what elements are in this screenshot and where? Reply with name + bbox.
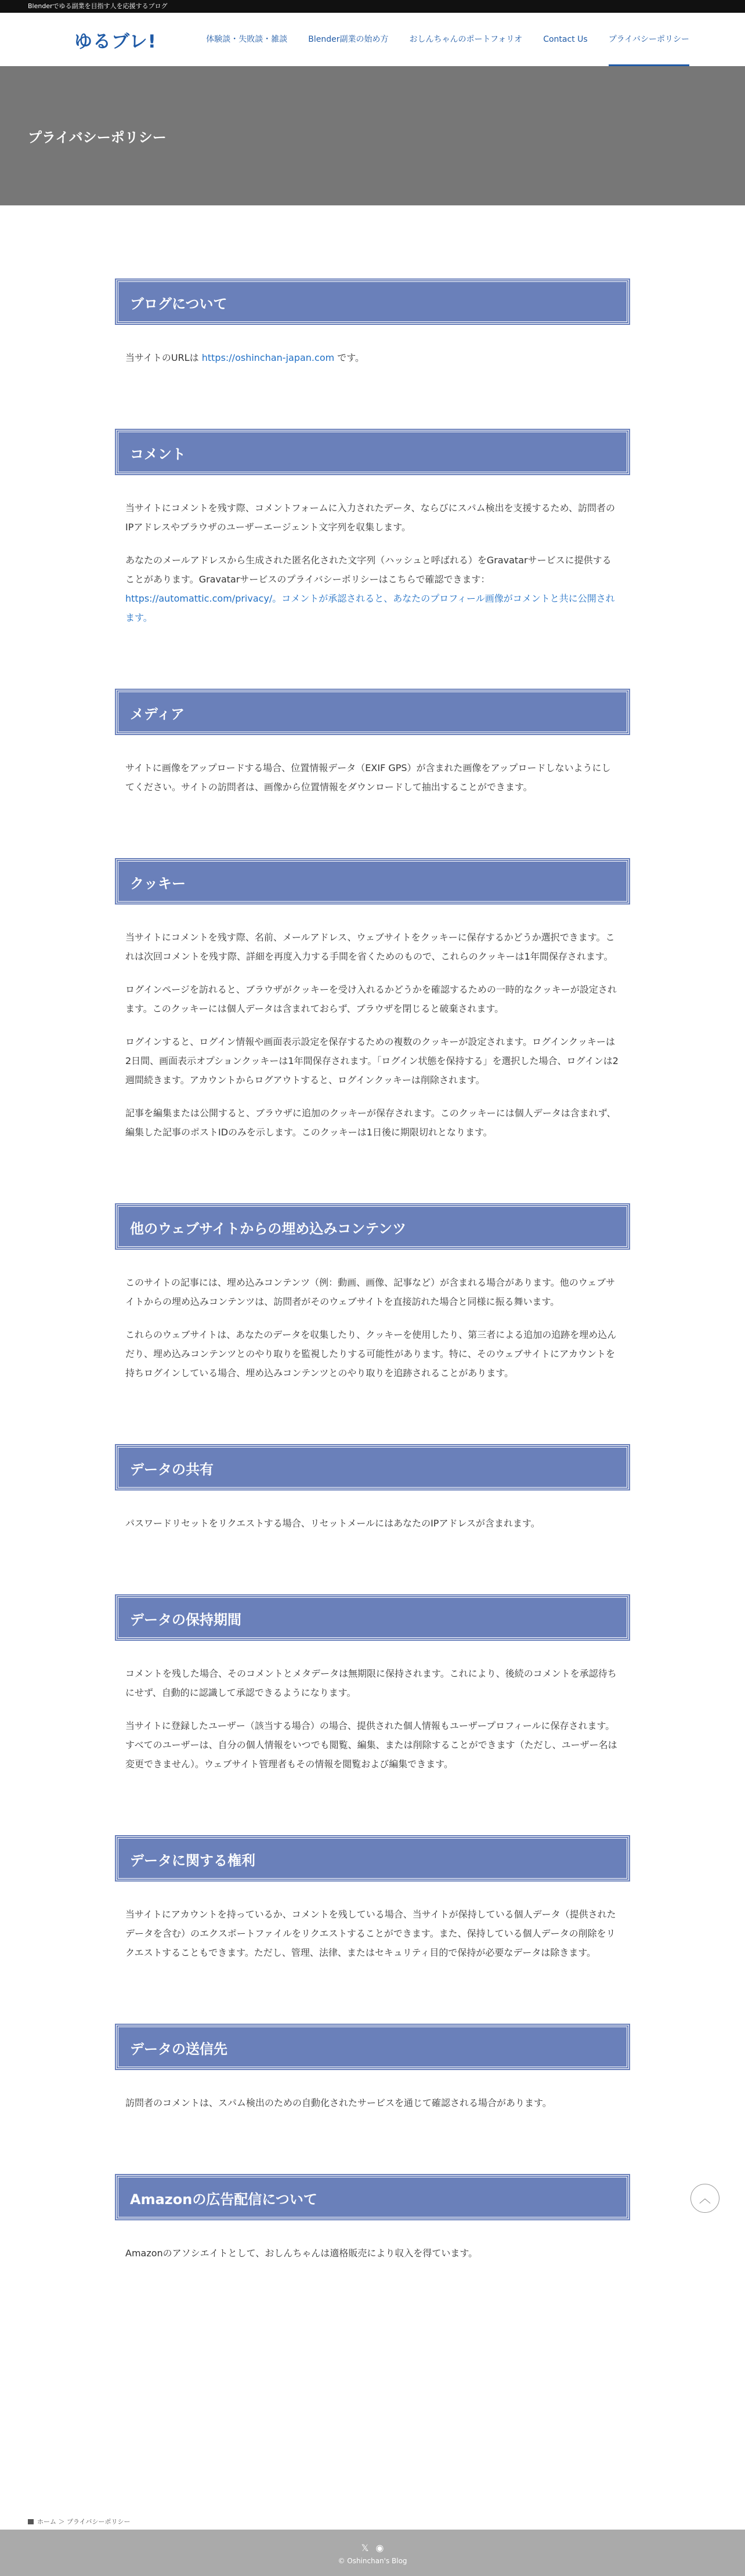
- section-heading: クッキー: [116, 859, 629, 903]
- section-heading: コメント: [116, 430, 629, 474]
- nav-item-blender-start[interactable]: Blender副業の始め方: [308, 35, 389, 44]
- social-icons: [0, 2530, 745, 2553]
- section-data-sharing: [116, 1445, 629, 1533]
- section-data-destination: [116, 2025, 629, 2112]
- section-media: [116, 690, 629, 797]
- rss-icon[interactable]: ◉: [375, 2542, 384, 2553]
- section-data-retention: [116, 1595, 629, 1774]
- section-text: ログインページを訪れると、ブラウザがクッキーを受け入れるかどうかを確認するための一時的なクッキーが設定されます。このクッキーには個人データは含まれておらず、ブラウザを閉じると破棄されます。: [125, 984, 617, 1014]
- section-text: ログインすると、ログイン情報や画面表示設定を保存するための複数のクッキーが設定されます。ログインクッキーは2日間、画面表示オプションクッキーは1年間保存されます。「ログイン状態を保持する」を選択した場合、ログインは2週間続きます。アカウントからログアウトすると、ログインクッキーは削除されます。: [125, 1036, 619, 1086]
- section-heading: ブログについて: [116, 280, 629, 324]
- section-text: 訪問者のコメントは、スパム検出のための自動化されたサービスを通じて確認される場合があります。: [125, 2097, 552, 2108]
- home-icon: [28, 2519, 34, 2524]
- breadcrumb-separator: ＞: [58, 2518, 67, 2526]
- section-text: 当サイトにコメントを残す際、名前、メールアドレス、ウェブサイトをクッキーに保存するかどうか選択できます。これは次回コメントを残す際、詳細を再度入力する手間を省くためのもので、これらのクッキーは1年間保存されます。: [125, 932, 615, 962]
- page-title-bar: [0, 66, 745, 205]
- nav-item-contact[interactable]: Contact Us: [543, 35, 588, 44]
- site-footer: [0, 2530, 745, 2576]
- section-text: サイトに画像をアップロードする場合、位置情報データ（EXIF GPS）が含まれた画像をアップロードしないようにしてください。サイトの訪問者は、画像から位置情報をダウンロードして抽出することができます。: [125, 762, 611, 793]
- site-tagline: Blenderでゆる副業を目指す人を応援するブログ: [0, 0, 745, 13]
- site-url-link[interactable]: https://oshinchan-japan.com: [201, 352, 335, 363]
- section-heading: データの送信先: [116, 2025, 629, 2069]
- section-text: このサイトの記事には、埋め込みコンテンツ（例：動画、画像、記事など）が含まれる場合があります。他のウェブサイトからの埋め込みコンテンツは、訪問者がそのウェブサイトを直接訪れた場合と同様に振る舞います。: [125, 1277, 616, 1307]
- section-text: コメントを残した場合、そのコメントとメタデータは無期限に保持されます。これにより、後続のコメントを承認待ちにせず、自動的に認識して承認できるようになります。: [125, 1668, 617, 1698]
- site-header: [0, 13, 745, 66]
- section-heading: 他のウェブサイトからの埋め込みコンテンツ: [116, 1204, 629, 1249]
- main-content: [116, 205, 629, 2263]
- section-about-blog: [116, 280, 629, 367]
- x-icon[interactable]: 𝕏: [361, 2542, 369, 2553]
- site-logo[interactable]: ゆるブレ!: [74, 31, 157, 52]
- nav-item-portfolio[interactable]: おしんちゃんのポートフォリオ: [409, 35, 523, 44]
- section-heading: Amazonの広告配信について: [116, 2175, 629, 2219]
- text-before-link: 当サイトのURLは: [125, 352, 202, 363]
- section-text: [125, 551, 620, 627]
- section-heading: メディア: [116, 690, 629, 734]
- copyright: © Oshinchan's Blog: [338, 2557, 407, 2565]
- section-amazon-ads: [116, 2175, 629, 2263]
- chevron-up-icon[interactable]: ︿: [690, 2184, 719, 2213]
- section-text: これらのウェブサイトは、あなたのデータを収集したり、クッキーを使用したり、第三者による追加の追跡を埋め込んだり、埋め込みコンテンツとのやり取りを監視したりする可能性があります。特に、そのウェブサイトにアカウントを持ちログインしている場合、埋め込みコンテンツとのやり取りを追跡されることがあります。: [125, 1329, 617, 1379]
- section-comments: [116, 430, 629, 627]
- breadcrumb-home[interactable]: ホーム: [37, 2518, 56, 2526]
- gravatar-privacy-link[interactable]: https://automattic.com/privacy/。コメントが承認されると、あなたのプロフィール画像がコメントと共に公開されます。: [125, 593, 615, 623]
- section-text: Amazonのアソシエイトとして、おしんちゃんは適格販売により収入を得ています。: [125, 2248, 478, 2259]
- section-heading: データに関する権利: [116, 1836, 629, 1880]
- section-text: 当サイトにコメントを残す際、コメントフォームに入力されたデータ、ならびにスパム検出を支援するため、訪問者のIPアドレスやブラウザのユーザーエージェント文字列を収集します。: [125, 502, 616, 533]
- nav-item-experiences[interactable]: 体験談・失敗談・雑談: [206, 35, 288, 44]
- section-heading: データの共有: [116, 1445, 629, 1489]
- section-heading: データの保持期間: [116, 1595, 629, 1640]
- text-after-link: です。: [334, 352, 364, 363]
- section-text: 記事を編集または公開すると、ブラウザに追加のクッキーが保存されます。このクッキーには個人データは含まれず、編集した記事のポストIDのみを示します。このクッキーは1日後に期限切れとなります。: [125, 1108, 616, 1138]
- section-text: 当サイトに登録したユーザー（該当する場合）の場合、提供された個人情報もユーザープロフィールに保存されます。すべてのユーザーは、自分の個人情報をいつでも閲覧、編集、または削除することができます（ただし、ユーザー名は変更できません）。ウェブサイト管理者もその情報を閲覧および編集できます。: [125, 1720, 617, 1770]
- global-nav: [206, 13, 689, 66]
- section-cookies: [116, 859, 629, 1142]
- page-title: プライバシーポリシー: [28, 129, 167, 146]
- section-text: [125, 348, 620, 367]
- section-text: パスワードリセットをリクエストする場合、リセットメールにはあなたのIPアドレスが含まれます。: [125, 1518, 540, 1529]
- nav-item-privacy[interactable]: プライバシーポリシー: [609, 13, 689, 66]
- text-before-link: あなたのメールアドレスから生成された匿名化された文字列（ハッシュと呼ばれる）をGravatarサービスに提供することがあります。Gravatarサービスのプライバシーポリシーはこちらで確認できます：: [125, 555, 612, 585]
- breadcrumb-current: プライバシーポリシー: [67, 2518, 131, 2526]
- section-data-rights: [116, 1836, 629, 1962]
- breadcrumb: [28, 2517, 130, 2526]
- section-text: 当サイトにアカウントを持っているか、コメントを残している場合、当サイトが保持している個人データ（提供されたデータを含む）のエクスポートファイルをリクエストすることができます。また、保持している個人データの削除をリクエストすることもできます。ただし、管理、法律、またはセキュリティ目的で保持が必要なデータは除きます。: [125, 1909, 616, 1958]
- section-embedded-content: [116, 1204, 629, 1383]
